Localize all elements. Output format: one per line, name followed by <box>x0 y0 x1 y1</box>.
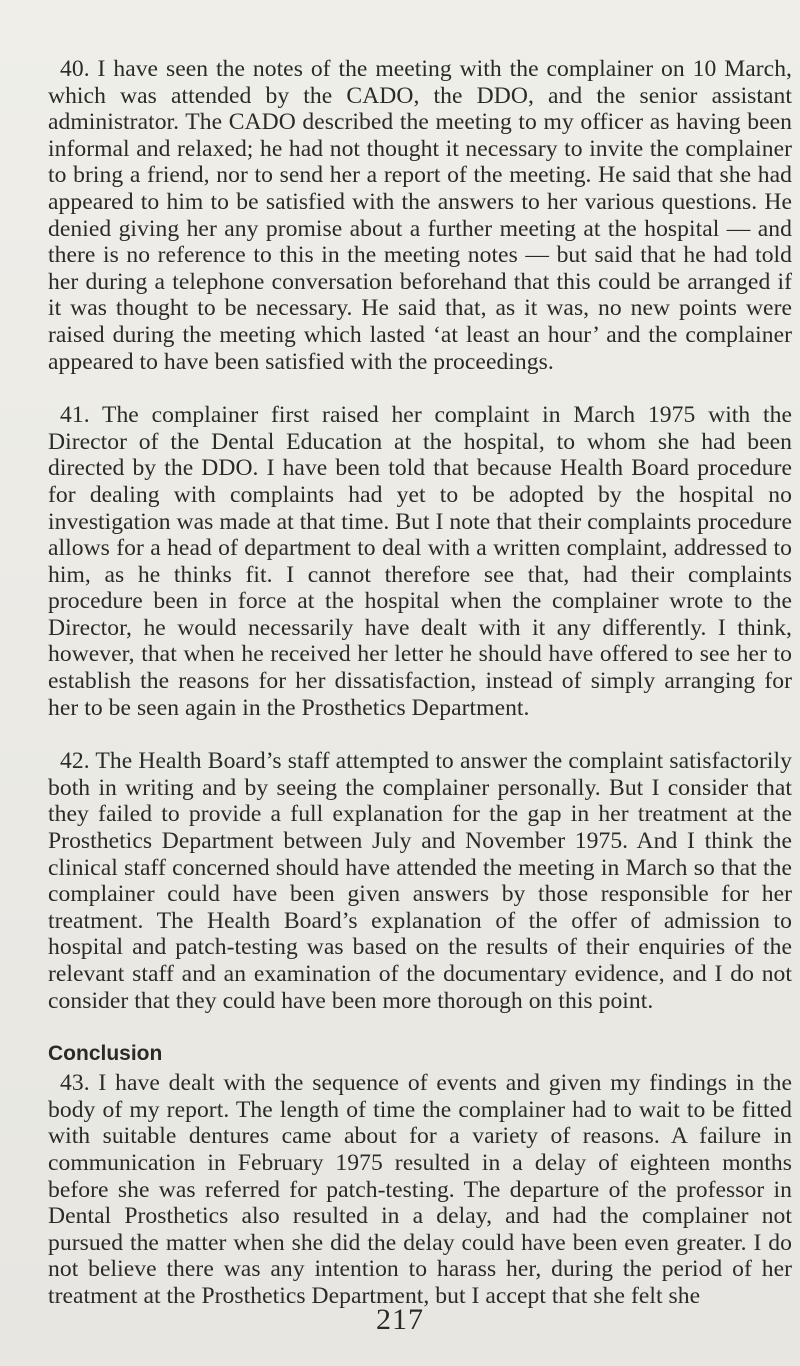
paragraph-40: 40. I have seen the notes of the meeting with the complainer on 10 March, which was attended by the CADO, the DDO, and the senior assistant administrator. The CADO described the meeting to my officer as having been informal and relaxed; he had not thought it necessary to invite the complainer to bring a friend, nor to send her a report of the meeting. He said that she had appeared to him to be satisfied with the answers to her various questions. He denied giving her any promise about a further meeting at the hospital — and there is no reference to this in the meeting notes — but said that he had told her during a telephone conversation beforehand that this could be arranged if it was thought to be necessary. He said that, as it was, no new points were raised during the meeting which lasted ‘at least an hour’ and the complainer appeared to have been satisfied with the proceedings. <box>48 56 792 375</box>
paragraph-43: 43. I have dealt with the sequence of events and given my findings in the body of my report. The length of time the complainer had to wait to be fitted with suitable dentures came about for a variety of reasons. A failure in communication in February 1975 resulted in a delay of eighteen months before she was referred for patch-testing. The departure of the professor in Dental Prosthetics also resulted in a delay, and had the complainer not pursued the matter when she did the delay could have been even greater. I do not believe there was any intention to harass her, during the period of her treatment at the Prosthetics Department, but I accept that she felt she <box>48 1070 792 1309</box>
paragraph-42: 42. The Health Board’s staff attempted to answer the complaint satisfactorily both in writing and by seeing the complainer personally. But I consider that they failed to provide a full explanation for the gap in her treatment at the Prosthetics Department between July and November 1975. And I think the clinical staff concerned should have attended the meeting in March so that the complainer could have been given answers by those responsible for her treatment. The Health Board’s explanation of the offer of admission to hospital and patch-testing was based on the results of their enquiries of the relevant staff and an examination of the documentary evidence, and I do not consider that they could have been more thorough on this point. <box>48 748 792 1014</box>
page-number: 217 <box>376 1303 424 1336</box>
report-body <box>48 56 792 1310</box>
section-heading-conclusion: Conclusion <box>48 1042 163 1066</box>
paragraph-41: 41. The complainer first raised her complaint in March 1975 with the Director of the Dental Education at the hospital, to whom she had been directed by the DDO. I have been told that because Health Board procedure for dealing with complaints had yet to be adopted by the hospital no investigation was made at that time. But I note that their complaints procedure allows for a head of department to deal with a written complaint, addressed to him, as he thinks fit. I cannot therefore see that, had their complaints procedure been in force at the hospital when the complainer wrote to the Director, he would necessarily have dealt with it any differently. I think, however, that when he received her letter he should have offered to see her to establish the reasons for her dissatisfaction, instead of simply arranging for her to be seen again in the Prosthetics Department. <box>48 402 792 721</box>
